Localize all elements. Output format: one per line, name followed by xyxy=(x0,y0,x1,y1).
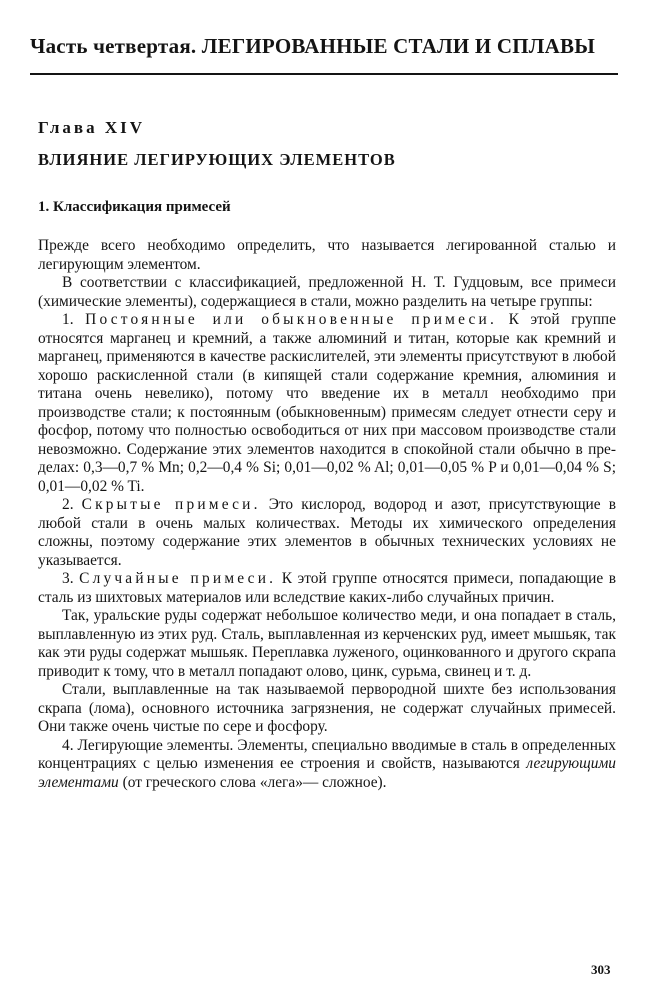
term-random-impurities: Случайные примеси. xyxy=(79,570,277,587)
paragraph-4 xyxy=(38,496,616,570)
term-alloying-elements: легирующими элементами xyxy=(38,755,616,791)
item-number: 1. xyxy=(62,311,74,328)
paragraph-8 xyxy=(38,737,616,793)
paragraph-4-text: Это кислород, водород и азот, присутствующие в любой стали в очень малых количествах. Методы их химического определения сложны, поэтому содержание этих элементов в обычных технических условиях не указывается. xyxy=(38,496,616,569)
paragraph-7: Стали, выплавленные на так называемой первородной шихте без использования скрапа (лома), основного источника загрязнения, не содержат случайных примесей. Они также очень чистые по сере и фосфору. xyxy=(38,681,616,735)
paragraph-3-text: К этой группе относятся марганец и кремний, а также алюминий и титан, которые как кремний и марганец, применяются в качестве раскислителей, эти элементы присутствуют в любой хорошо раскисленной стали (в кипящей стали содержание кремния, алюминия и титана очень невелико), потому что введение их в металл необходимо при производстве стали; к постоянным (обыкновенным) примесям следует отнести серу и фосфор, потому что полностью освободиться от них при массовом производстве стали невозможно. Содержание этих элементов находится в спокойной стали обычно в пределах: 0,3—0,7 % Mn; 0,2—0,4 % Si; 0,01—0,02 % Al; 0,01—0,05 % P и 0,01—0,04 % S; 0,01—0,02 % Ti. xyxy=(38,311,616,495)
section-title: 1. Классификация примесей xyxy=(38,199,231,215)
paragraph-1: Прежде всего необходимо определить, что называется легированной сталью и легирующим элементом. xyxy=(38,237,616,273)
paragraph-3 xyxy=(38,311,616,496)
paragraph-5-text: К этой группе относятся примеси, попадающие в сталь из шихтовых материалов или вследствие каких-либо случайных причин. xyxy=(38,570,616,606)
paragraph-5 xyxy=(38,570,616,607)
body-text xyxy=(38,237,616,792)
header-rule xyxy=(30,73,618,75)
item-number: 2. xyxy=(62,496,74,513)
page-number: 303 xyxy=(591,962,611,977)
paragraph-8-tail: (от греческого слова «лега»— сложное). xyxy=(122,773,387,791)
paragraph-2: В соответствии с классификацией, предложенной Н. Т. Гудцовым, все примеси (химические элементы), содержащиеся в стали, можно разделить на четыре группы: xyxy=(38,274,616,310)
term-permanent-impurities: Постоянные или обыкновенные примеси. xyxy=(85,311,498,328)
chapter-title: ВЛИЯНИЕ ЛЕГИРУЮЩИХ ЭЛЕМЕНТОВ xyxy=(38,150,396,169)
paragraph-6: Так, уральские руды содержат небольшое количество меди, и она попадает в сталь, выплавленную из этих руд. Сталь, выплавленная из керченских руд, имеет мышьяк, так как эти руды содержат мышьяк. Переплавка луженого, оцинкованного и другого скрапа приводит к тому, что в металл попадают олово, цинк, сурьма, свинец и т. д. xyxy=(38,607,616,680)
chapter-label: Глава XIV xyxy=(38,118,146,137)
term-hidden-impurities: Скрытые примеси. xyxy=(81,496,261,513)
part-title: Часть четвертая. ЛЕГИРОВАННЫЕ СТАЛИ И СПЛАВЫ xyxy=(30,34,596,58)
item-number: 3. xyxy=(62,570,74,587)
paragraph-8-text: 4. Легирующие элементы. Элементы, специально вводимые в сталь в определенных концентрациях с целью изменения ее строения и свойств, называются xyxy=(38,736,616,772)
